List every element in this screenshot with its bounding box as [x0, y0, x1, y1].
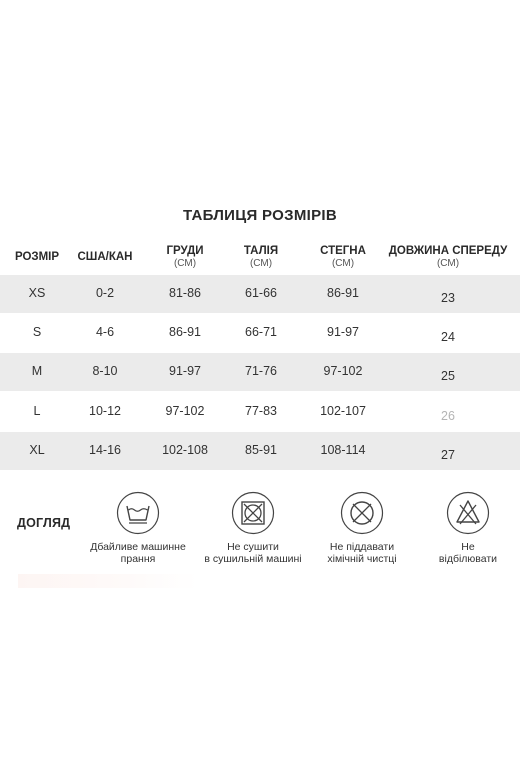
care-text-line1: Не сушити — [227, 541, 279, 553]
table-row-m — [0, 353, 520, 391]
cell-us-can: 10-12 — [89, 404, 121, 418]
col-header-front-length — [389, 244, 508, 270]
cell-bust: 102-108 — [162, 443, 208, 457]
cell-waist: 85-91 — [245, 443, 277, 457]
cell-waist: 61-66 — [245, 286, 277, 300]
cell-us-can: 0-2 — [95, 286, 115, 300]
cell-us-can: 4-6 — [95, 325, 115, 339]
care-text-line2: хімічній чистці — [327, 553, 397, 565]
cell-hips: 102-107 — [320, 404, 366, 418]
cell-size: XS — [28, 286, 46, 300]
cell-bust: 86-91 — [169, 325, 201, 339]
care-text-line2: прання — [120, 553, 156, 565]
cell-waist: 71-76 — [245, 364, 277, 378]
cell-size: L — [33, 404, 41, 418]
col-header-hips-unit: (СМ) — [331, 258, 355, 269]
col-header-bust-label: ГРУДИ — [166, 245, 204, 257]
care-text-line1: Не піддавати — [329, 541, 395, 553]
cell-waist: 77-83 — [245, 404, 277, 418]
col-header-hips — [320, 244, 366, 270]
cell-size: S — [32, 325, 42, 339]
no-bleach-icon — [446, 491, 490, 535]
cell-bust: 81-86 — [169, 286, 201, 300]
cell-front-length: 27 — [441, 448, 455, 462]
no-dry-clean-icon — [340, 491, 384, 535]
cell-hips: 86-91 — [327, 286, 359, 300]
col-header-bust — [166, 244, 203, 270]
cell-hips: 97-102 — [323, 364, 363, 378]
cell-size: M — [31, 364, 43, 378]
col-header-us-can — [78, 250, 133, 264]
cell-bust: 97-102 — [165, 404, 205, 418]
table-row-xl — [0, 432, 520, 470]
cell-front-length: 25 — [441, 369, 455, 383]
cell-waist: 66-71 — [245, 325, 277, 339]
table-header — [0, 240, 520, 274]
faint-highlight-band — [18, 574, 198, 588]
col-header-waist — [244, 244, 278, 270]
care-item-gentle-wash — [78, 491, 198, 565]
gentle-wash-icon — [116, 491, 160, 535]
col-header-size-label: РОЗМІР — [14, 251, 60, 263]
col-header-bust-unit: (СМ) — [173, 258, 197, 269]
col-header-waist-label: ТАЛІЯ — [243, 245, 279, 257]
cell-front-length: 23 — [441, 291, 455, 305]
cell-front-length: 26 — [441, 409, 455, 423]
cell-us-can: 8-10 — [92, 364, 118, 378]
no-tumble-dry-icon — [231, 491, 275, 535]
care-text-line1: Дбайливе машинне — [90, 541, 186, 553]
care-item-no-bleach — [408, 491, 520, 565]
table-row-xs — [0, 275, 520, 313]
col-header-front-length-unit: (СМ) — [436, 258, 460, 269]
care-item-no-tumble-dry — [193, 491, 313, 565]
table-row-l — [0, 393, 520, 431]
care-label: ДОГЛЯД — [17, 516, 71, 530]
col-header-waist-unit: (СМ) — [249, 258, 273, 269]
col-header-front-length-label: ДОВЖИНА СПЕРЕДУ — [388, 245, 508, 257]
col-header-size — [15, 250, 59, 264]
care-item-no-dry-clean — [302, 491, 422, 565]
cell-size: XL — [29, 443, 45, 457]
cell-hips: 91-97 — [327, 325, 359, 339]
cell-bust: 91-97 — [169, 364, 201, 378]
table-row-s — [0, 314, 520, 352]
col-header-hips-label: СТЕГНА — [320, 245, 366, 257]
cell-us-can: 14-16 — [89, 443, 121, 457]
care-text-line2: відбілювати — [438, 553, 498, 565]
size-chart-title: ТАБЛИЦЯ РОЗМІРІВ — [182, 207, 337, 224]
col-header-us-can-label: США/КАН — [77, 251, 133, 263]
care-text-line2: в сушильній машині — [204, 553, 302, 565]
care-text-line1: Не — [461, 541, 475, 553]
cell-front-length: 24 — [441, 330, 455, 344]
cell-hips: 108-114 — [320, 443, 366, 457]
